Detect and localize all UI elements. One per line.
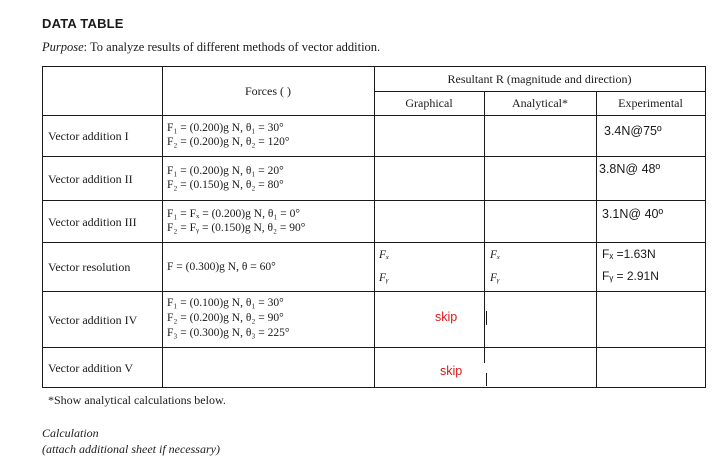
pen-mark bbox=[486, 311, 487, 325]
calculation-title: Calculation bbox=[42, 426, 99, 440]
force-line: F₁ = Fₓ = (0.200)g N, θ₁ = 0° bbox=[167, 208, 300, 220]
experimental-value: 3.8N@ 48º bbox=[599, 162, 661, 176]
purpose-line bbox=[42, 40, 380, 55]
force-line: F = (0.300)g N, θ = 60° bbox=[167, 261, 276, 273]
force-line: F₁ = (0.200)g N, θ₁ = 30° bbox=[167, 122, 284, 134]
footnote: *Show analytical calculations below. bbox=[48, 393, 226, 407]
graphical-fx-label: Fₓ bbox=[379, 249, 390, 261]
row-label: Vector addition IV bbox=[48, 313, 138, 327]
experimental-value: 3.4N@75º bbox=[604, 124, 662, 138]
experimental-fx-value: Fₓ =1.63N bbox=[602, 247, 656, 261]
data-table-heading: DATA TABLE bbox=[42, 16, 124, 31]
calculation-section bbox=[42, 425, 220, 457]
row-label: Vector addition III bbox=[48, 215, 137, 229]
experimental-value: 3.1N@ 40º bbox=[602, 207, 664, 221]
row-label: Vector resolution bbox=[48, 260, 131, 274]
analytical-fx-label: Fₓ bbox=[490, 249, 501, 261]
purpose-label: Purpose bbox=[42, 40, 84, 54]
force-line: F₂ = Fᵧ = (0.150)g N, θ₂ = 90° bbox=[167, 222, 306, 234]
force-line: F₁ = (0.100)g N, θ₁ = 30° bbox=[167, 297, 284, 309]
force-line: F₂ = (0.200)g N, θ₂ = 120° bbox=[167, 136, 290, 148]
row-label: Vector addition V bbox=[48, 361, 134, 375]
forces-header: Forces ( ) bbox=[245, 84, 291, 98]
calculation-subtitle: (attach additional sheet if necessary) bbox=[42, 442, 220, 456]
force-line: F₁ = (0.200)g N, θ₁ = 20° bbox=[167, 165, 284, 177]
purpose-text: : To analyze results of different methods of vector addition. bbox=[83, 40, 381, 54]
row-label: Vector addition I bbox=[48, 129, 129, 143]
experimental-fy-value: Fᵧ = 2.91N bbox=[602, 269, 659, 283]
analytical-header: Analytical* bbox=[512, 96, 568, 110]
resultant-header: Resultant R (magnitude and direction) bbox=[447, 72, 632, 86]
graphical-header: Graphical bbox=[405, 96, 453, 110]
skip-note: skip bbox=[440, 364, 463, 378]
analytical-fy-label: Fᵧ bbox=[490, 272, 500, 284]
experimental-header: Experimental bbox=[618, 96, 683, 110]
data-table bbox=[42, 66, 706, 388]
skip-note: skip bbox=[435, 310, 458, 324]
force-line: F₂ = (0.200)g N, θ₂ = 90° bbox=[167, 312, 284, 324]
graphical-fy-label: Fᵧ bbox=[379, 272, 389, 284]
force-line: F₃ = (0.300)g N, θ₃ = 225° bbox=[167, 327, 290, 339]
force-line: F₂ = (0.150)g N, θ₂ = 80° bbox=[167, 179, 284, 191]
pen-mark bbox=[486, 373, 487, 386]
row-label: Vector addition II bbox=[48, 172, 133, 186]
